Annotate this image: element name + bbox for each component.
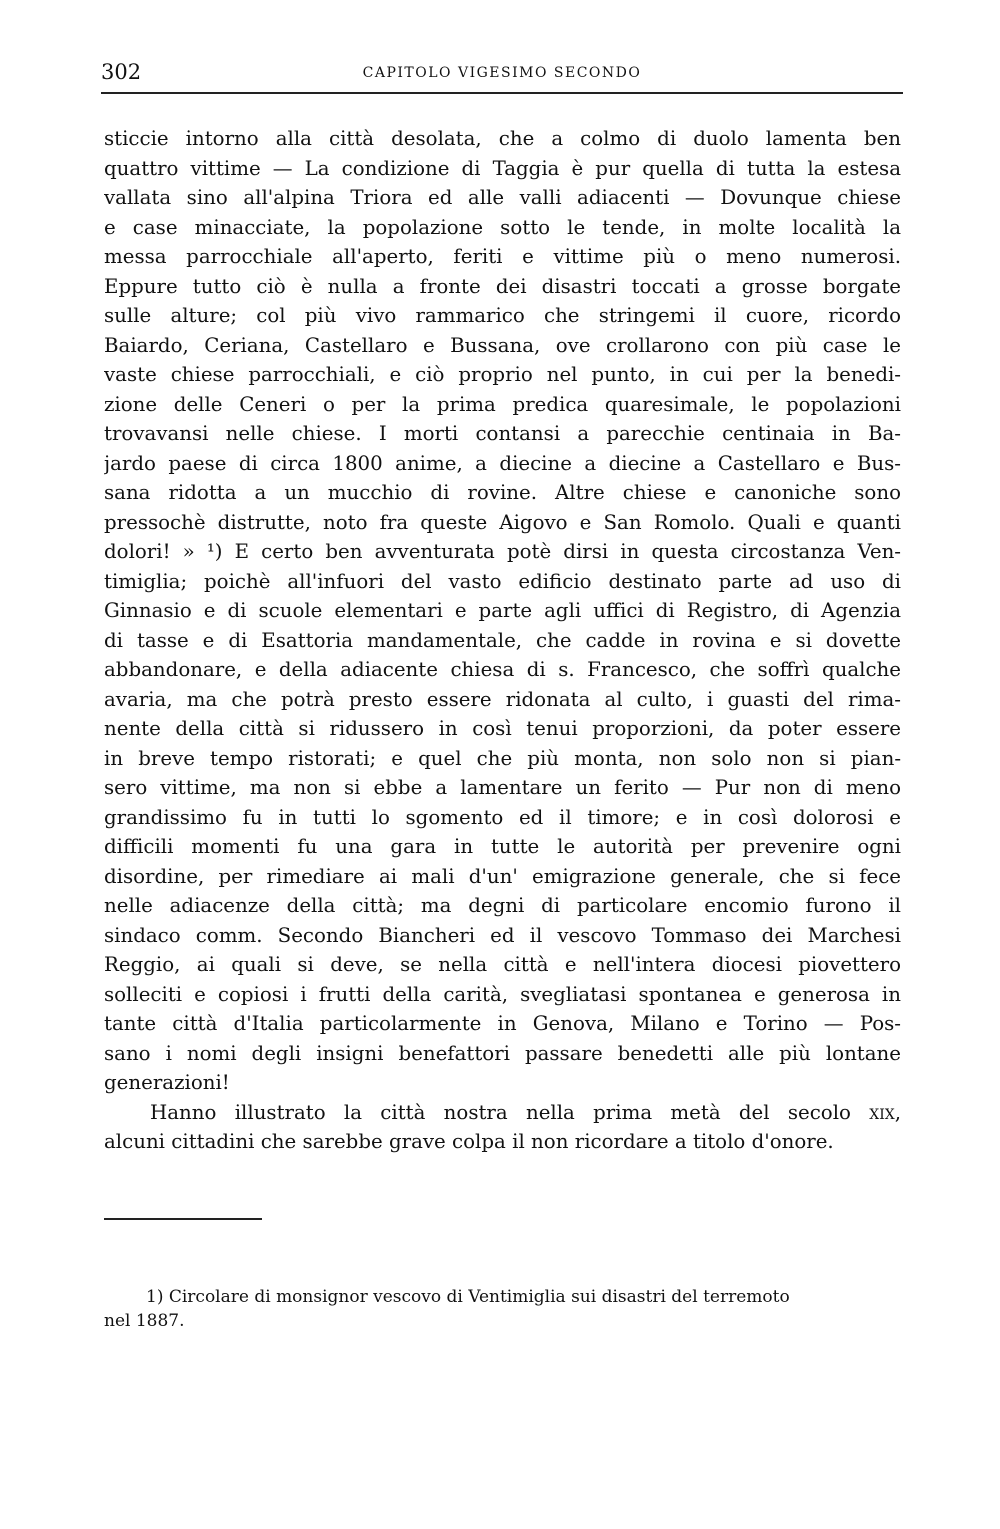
- text-line: Eppure tutto ciò è nulla a fronte dei disastri toccati a grosse borgate: [104, 274, 901, 298]
- text-line: difficili momenti fu una gara in tutte le autorità per prevenire ogni: [104, 835, 901, 858]
- footnote-rule: [104, 1218, 262, 1220]
- text-line: nelle adiacenze della città; ma degni di particolare encomio furono il: [104, 894, 901, 917]
- text-line: dolori! » ¹) E certo ben avventurata potè dirsi in questa circostanza Ven-: [104, 540, 901, 563]
- small-caps-numeral: xix,: [869, 1100, 901, 1124]
- text-line: avaria, ma che potrà presto essere ridonata al culto, i guasti del rima-: [104, 687, 901, 711]
- text-line: Baiardo, Ceriana, Castellaro e Bussana, ove crollarono con più case le: [104, 333, 901, 357]
- body-text: [104, 124, 901, 1157]
- paragraph-1: [104, 124, 901, 1098]
- page-header: [101, 58, 903, 94]
- text-line: grandissimo fu in tutti lo sgomento ed il timore; e in così dolorosi e: [104, 805, 901, 829]
- text-line: quattro vittime — La condizione di Taggia è pur quella di tutta la estesa: [104, 156, 901, 180]
- text-line: messa parrocchiale all'aperto, feriti e vittime più o meno numerosi.: [104, 245, 901, 268]
- text-line: Ginnasio e di scuole elementari e parte agli uffici di Registro, di Agenzia: [104, 599, 901, 622]
- text-line: [104, 1098, 901, 1128]
- running-head: CAPITOLO VIGESIMO SECONDO: [362, 65, 642, 81]
- text-line: sindaco comm. Secondo Biancheri ed il vescovo Tommaso dei Marchesi: [104, 923, 901, 947]
- paragraph-2: [104, 1098, 901, 1157]
- text-line: in breve tempo ristorati; e quel che più monta, non solo non si pian-: [104, 746, 901, 770]
- text-line: pressochè distrutte, noto fra queste Aigovo e San Romolo. Quali e quanti: [104, 510, 901, 534]
- text-line: vaste chiese parrocchiali, e ciò proprio nel punto, in cui per la benedi-: [104, 363, 901, 386]
- text-line: vallata sino all'alpina Triora ed alle valli adiacenti — Dovunque chiese: [104, 186, 901, 209]
- text-line: sero vittime, ma non si ebbe a lamentare un ferito — Pur non di meno: [104, 776, 901, 799]
- footnote-line: 1) Circolare di monsignor vescovo di Ventimiglia sui disastri del terremoto: [146, 1287, 790, 1307]
- text-line: sticcie intorno alla città desolata, che a colmo di duolo lamenta ben: [104, 127, 901, 150]
- text-line: generazioni!: [104, 1071, 230, 1094]
- text-line: abbandonare, e della adiacente chiesa di s. Francesco, che soffrì qualche: [104, 658, 901, 681]
- text-line: trovavansi nelle chiese. I morti contansi a parecchie centinaia in Ba-: [104, 422, 901, 445]
- text-line: jardo paese di circa 1800 anime, a diecine a diecine a Castellaro e Bus-: [104, 451, 901, 475]
- text-line: disordine, per rimediare ai mali d'un' emigrazione generale, che si fece: [104, 864, 901, 888]
- footnote-line: nel 1887.: [104, 1311, 185, 1331]
- footnote: [104, 1285, 906, 1333]
- text-line: sana ridotta a un mucchio di rovine. Altre chiese e canoniche sono: [104, 481, 901, 504]
- text-line: e case minacciate, la popolazione sotto le tende, in molte località la: [104, 215, 901, 239]
- text-line: di tasse e di Esattoria mandamentale, che cadde in rovina e si dovette: [104, 628, 901, 652]
- text-line: timiglia; poichè all'infuori del vasto edificio destinato parte ad uso di: [104, 569, 901, 593]
- text-segment: Hanno illustrato la città nostra nella prima metà del secolo: [150, 1100, 870, 1124]
- text-line: zione delle Ceneri o per la prima predica quaresimale, le popolazioni: [104, 392, 901, 416]
- page-number: 302: [101, 60, 142, 84]
- text-line: sulle alture; col più vivo rammarico che stringemi il cuore, ricordo: [104, 304, 901, 327]
- text-line: nente della città si ridussero in così tenui proporzioni, da poter essere: [104, 717, 901, 740]
- text-line: Reggio, ai quali si deve, se nella città e nell'intera diocesi piovettero: [104, 953, 901, 976]
- text-line: solleciti e copiosi i frutti della carità, svegliatasi spontanea e generosa in: [104, 982, 901, 1006]
- text-line: alcuni cittadini che sarebbe grave colpa il non ricordare a titolo d'onore.: [104, 1130, 834, 1153]
- text-line: tante città d'Italia particolarmente in Genova, Milano e Torino — Pos-: [104, 1012, 901, 1035]
- text-line: sano i nomi degli insigni benefattori passare benedetti alle più lontane: [104, 1041, 901, 1065]
